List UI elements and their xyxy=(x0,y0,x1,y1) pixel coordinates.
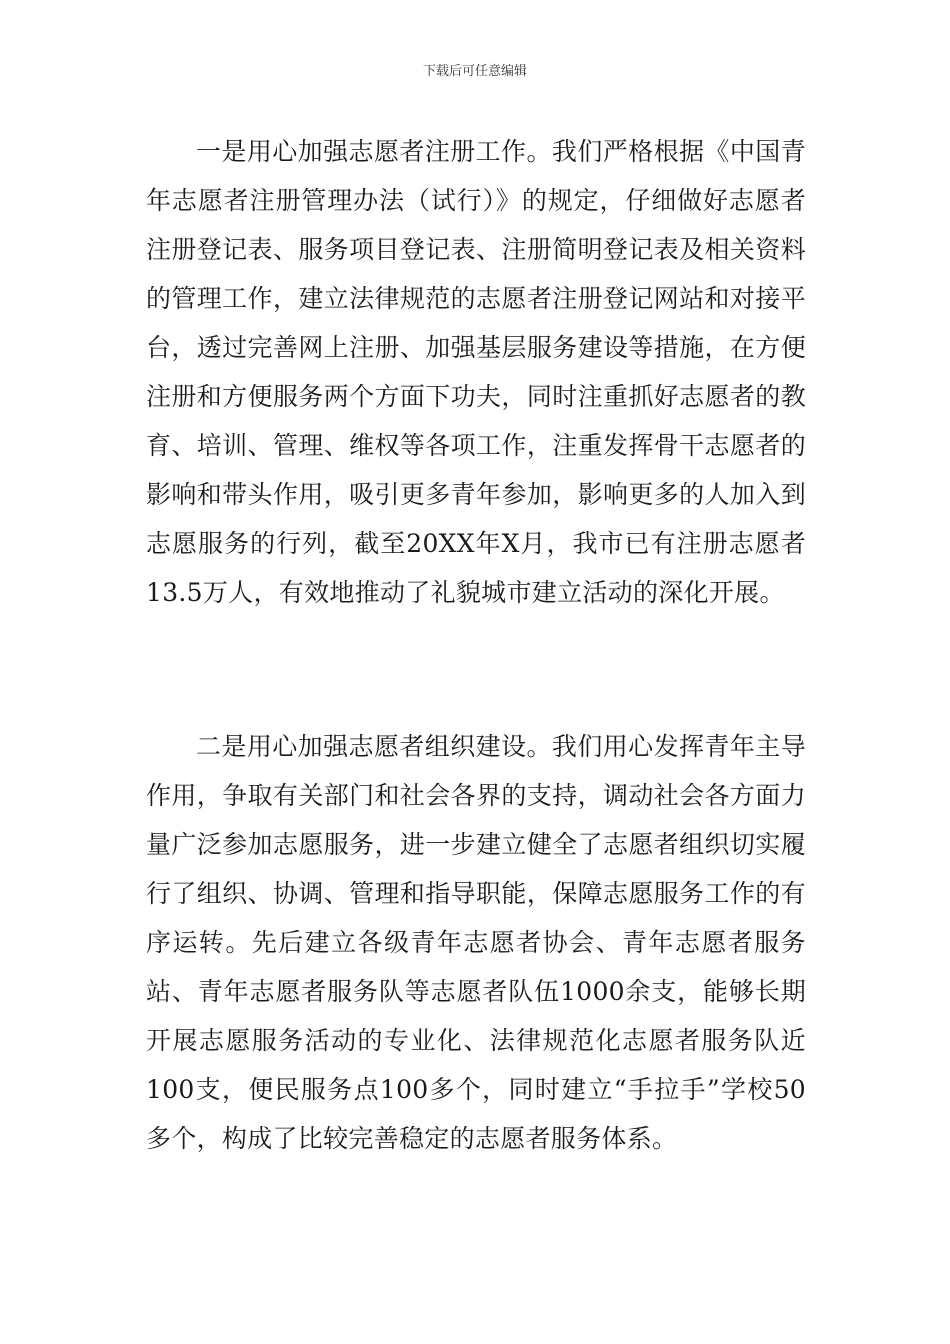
paragraph-volunteer-registration: 一是用心加强志愿者注册工作。我们严格根据《中国青年志愿者注册管理办法（试行）》的规定，仔细做好志愿者注册登记表、服务项目登记表、注册简明登记表及相关资料的管理工作，建立法律规范的志愿者注册登记网站和对接平台，透过完善网上注册、加强基层服务建设等措施，在方便注册和方便服务两个方面下功夫，同时注重抓好志愿者的教育、培训、管理、维权等各项工作，注重发挥骨干志愿者的影响和带头作用，吸引更多青年参加，影响更多的人加入到志愿服务的行列，截至20XX年X月，我市已有注册志愿者13.5万人，有效地推动了礼貌城市建立活动的深化开展。 xyxy=(146,137,806,607)
paragraph-volunteer-organization: 二是用心加强志愿者组织建设。我们用心发挥青年主导作用，争取有关部门和社会各界的支持，调动社会各方面力量广泛参加志愿服务，进一步建立健全了志愿者组织切实履行了组织、协调、管理和指导职能，保障志愿服务工作的有序运转。先后建立各级青年志愿者协会、青年志愿者服务站、青年志愿者服务队等志愿者队伍1000余支，能够长期开展志愿服务活动的专业化、法律规范化志愿者服务队近100支，便民服务点100多个，同时建立“手拉手”学校50多个，构成了比较完善稳定的志愿者服务体系。 xyxy=(146,732,806,1153)
header-note: 下载后可任意编辑 xyxy=(422,64,527,79)
